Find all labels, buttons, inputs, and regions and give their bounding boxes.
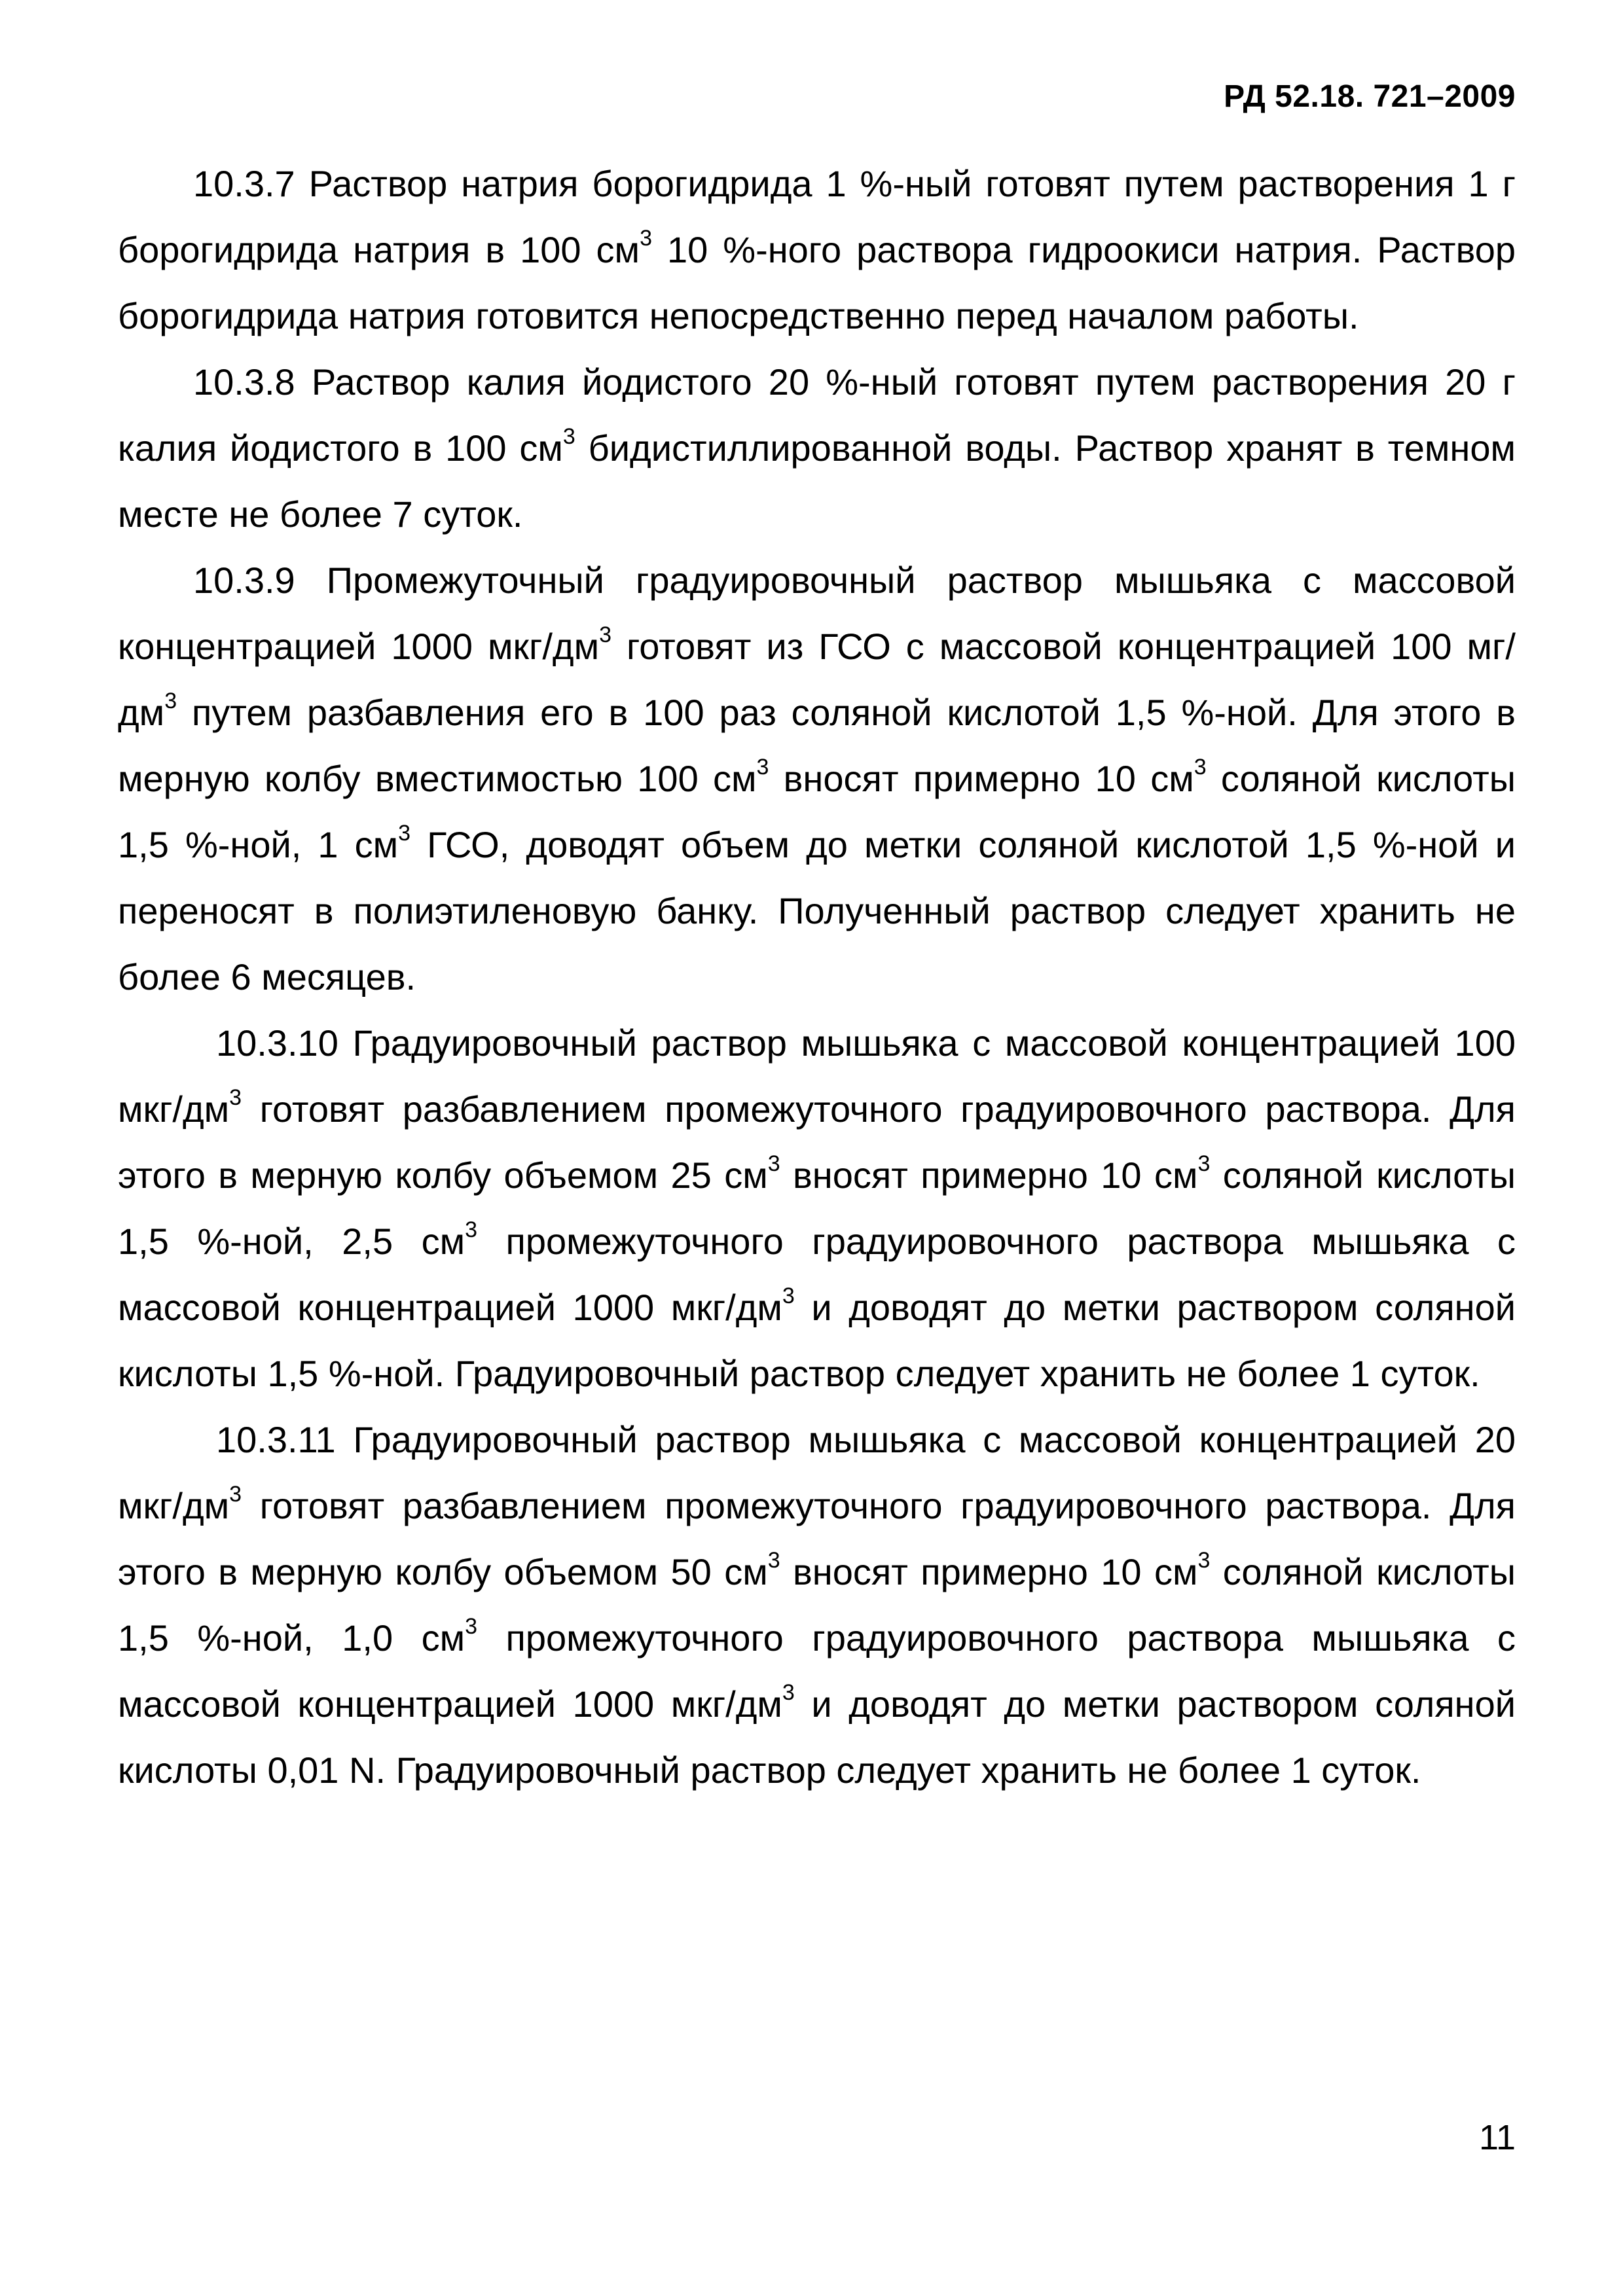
paragraph-10-3-10 [118,1010,1516,1407]
paragraph-text: путем разбавления его в 100 раз соляной кислотой 1,5 %-ной. Для этого в мерную колбу вместимостью 100 см [118,692,1516,799]
page-number: 11 [1478,2118,1516,2157]
paragraph-text: и доводят до метки раствором соляной кислоты 1,5 %-ной. Градуировочный раствор следует хранить не более 1 суток. [118,1287,1516,1394]
superscript: 3 [767,1548,780,1573]
paragraph-text: промежуточного градуировочного раствора мышьяка с массовой концентрацией 1000 мкг/дм [118,1617,1516,1725]
document-body [118,151,1516,1803]
superscript: 3 [767,1151,780,1176]
paragraph-text: 10.3.10 Градуировочный раствор мышьяка с массовой концентрацией 100 мкг/дм [118,1022,1516,1130]
superscript: 3 [229,1482,242,1507]
paragraph-text: 10.3.8 Раствор калия йодистого 20 %-ный готовят путем растворения 20 г калия йодистого в 100 см [118,361,1516,469]
paragraph-text: соляной кислоты 1,5 %-ной, 1 см [118,758,1516,865]
paragraph-text: 10.3.7 Раствор натрия борогидрида 1 %-ный готовят путем растворения 1 г борогидрида натрия в 100 см [118,163,1516,270]
superscript: 3 [465,1614,478,1639]
paragraph-text: вносят примерно 10 см [780,1551,1198,1592]
superscript: 3 [756,755,769,780]
superscript: 3 [398,821,411,846]
superscript: 3 [562,424,575,449]
paragraph-10-3-8 [118,349,1516,547]
paragraph-text: вносят примерно 10 см [769,758,1194,799]
paragraph-10-3-7 [118,151,1516,349]
paragraph-text: готовят разбавлением промежуточного градуировочного раствора. Для этого в мерную колбу объемом 50 см [118,1485,1516,1592]
paragraph-text: промежуточного градуировочного раствора мышьяка с массовой концентрацией 1000 мкг/дм [118,1221,1516,1328]
paragraph-text: соляной кислоты 1,5 %-ной, 1,0 см [118,1551,1516,1659]
paragraph-text: готовят из ГСО с массовой концентрацией 100 мг/дм [118,626,1516,733]
paragraph-text: 10 %-ного раствора гидроокиси натрия. Раствор борогидрида натрия готовится непосредственно перед началом работы. [118,229,1516,336]
paragraph-text: вносят примерно 10 см [780,1155,1198,1196]
superscript: 3 [164,689,177,713]
superscript: 3 [1197,1548,1211,1573]
paragraph-text: бидистиллированной воды. Раствор хранят в темном месте не более 7 суток. [118,427,1516,535]
paragraph-text: готовят разбавлением промежуточного градуировочного раствора. Для этого в мерную колбу объемом 25 см [118,1088,1516,1196]
superscript: 3 [229,1085,242,1110]
superscript: 3 [1194,755,1207,780]
superscript: 3 [640,226,652,251]
paragraph-text: соляной кислоты 1,5 %-ной, 2,5 см [118,1155,1516,1262]
paragraph-10-3-9 [118,547,1516,1010]
superscript: 3 [782,1680,795,1705]
superscript: 3 [782,1283,795,1308]
superscript: 3 [465,1217,478,1242]
paragraph-text: 10.3.9 Промежуточный градуировочный раствор мышьяка с массовой концентрацией 1000 мкг/дм [118,560,1516,667]
paragraph-10-3-11 [118,1407,1516,1803]
paragraph-text: 10.3.11 Градуировочный раствор мышьяка с массовой концентрацией 20 мкг/дм [118,1419,1516,1526]
paragraph-text: и доводят до метки раствором соляной кислоты 0,01 N. Градуировочный раствор следует хранить не более 1 суток. [118,1683,1516,1791]
paragraph-text: ГСО, доводят объем до метки соляной кислотой 1,5 %-ной и переносят в полиэтиленовую банку. Полученный раствор следует хранить не более 6 месяцев. [118,824,1516,997]
superscript: 3 [599,622,612,647]
document-code: РД 52.18. 721–2009 [1224,79,1516,114]
superscript: 3 [1197,1151,1211,1176]
